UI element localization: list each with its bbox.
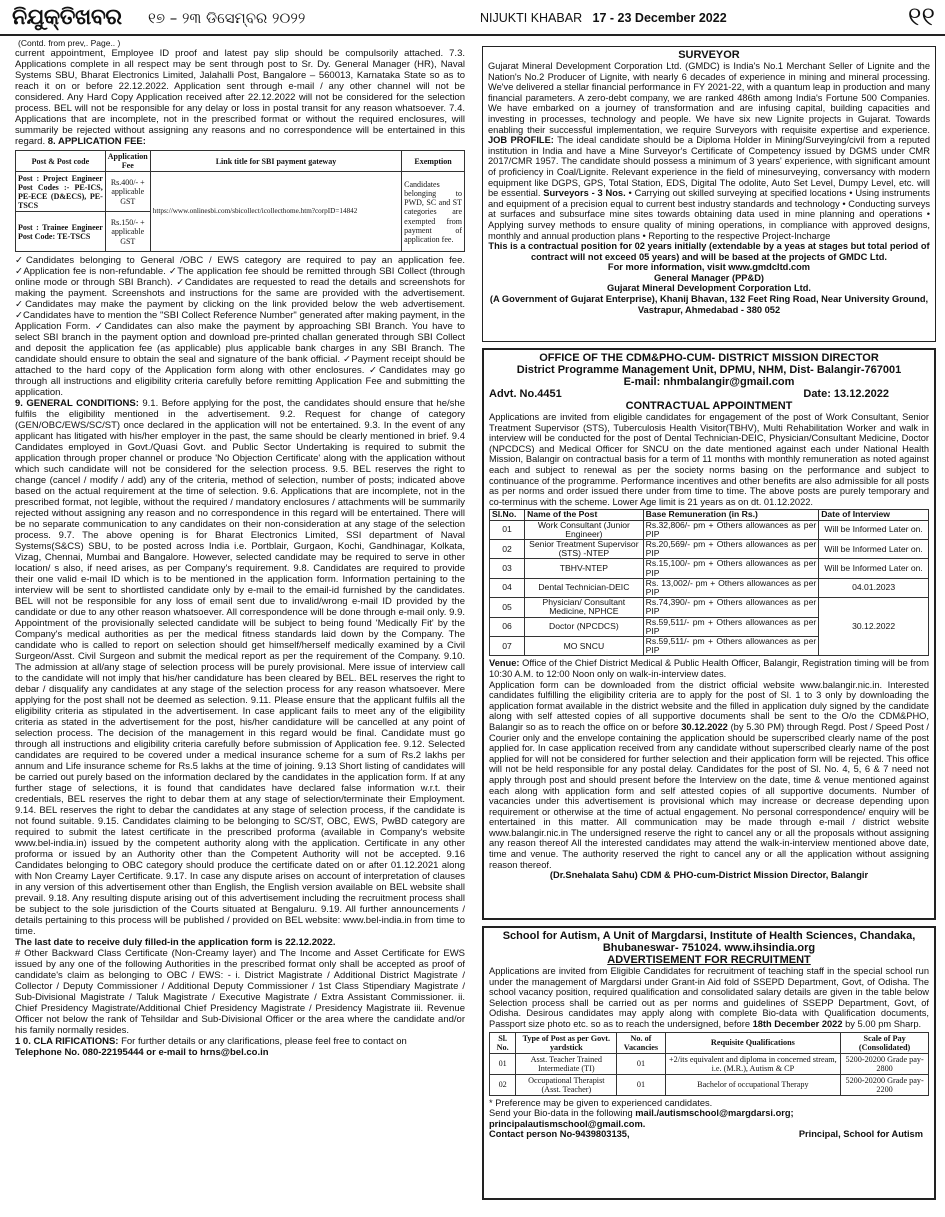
application-fee-table [15,150,465,252]
autism-school-advertisement [482,926,936,1200]
fee-header-exemption: Exemption [402,151,465,172]
fee-row1-post: Post : Project Engineer Post Codes :- PE-ICS, PE-ECE (D&ECS), PE-TSCS [16,172,106,212]
table-row: 01 Asst. Teacher Trained Intermediate (TI) 01 +2/its equivalent and diploma in concerned stream, i.e. (M.R.), Autism & CP 5200-20200 Grade pay-2800 [490,1053,929,1074]
autism-title: School for Autism, A Unit of Margdarsi, Institute of Health Sciences, Chandaka, Bhubaneswar- 751024. www.ihsindia.org [502,930,916,954]
surveyor-body: Gujarat Mineral Development Corporation Ltd. (GMDC) is India's No.1 Merchant Seller of Lignite and the Nation's No.2 Producer of Lignite, with nearly 6 decades of experience in mining and mineral processing. We've delivered a stellar financial performance in FY 2021-22, with a quantum leap in production and many financial parameters. A zero-debt company, we are ranked 486th among India's Fortune 500 Companies. We have embarked on a journey of transformation and are infusing capital, building capacities and investing in processes, technology and people. We have six new Lignite projects in Gujarat. Towards enabling their successful implementation, we require Surveyors with requisite expertise and experience. JOB PROFILE: The ideal candidate should be a Diploma Holder in Mining/Surveying/civil from a reputed institution in India and have a Mine Surveyor's Certificate of Competency issued by DGMS under CMR 2017/CMR 1957. The candidate should possess a minimum of 3 years' experience, with significant amount of proficiency in Coal/Lignite. Relevant experience in the field of minesurveying, conversancy with modern equipment like DGPS, GPS, Total Station, EDS, Digital The odolite, Auto Set Level, Dumpy Level, etc. will be essential. Surveyors - 3 Nos. • Carrying out skilled surveying at specified locations • Using instruments and equipment of a precision equal to current best industry standards and technology • Conducting surveys at surfaces and subsurface mine sites towards obtaining data used in mine planning and operations • Applying survey methods to ensure quality of mining operations, in compliance with approved designs, monthly and annual production plans • Reporting to the respective Project-Incharge [488,61,930,241]
autism-preference: * Preference may be given to experienced candidates. [489,1097,713,1108]
cdm-heading: CONTRACTUAL APPOINTMENT [625,400,793,412]
fee-row2-post: Post : Trainee Engineer Post Code: TE-TSCS [16,212,106,252]
surveyor-contract-note: This is a contractual position for 02 years initially (extendable by a yeas at stages but total period of contract will not exceed 05 years) and will be based at the projects of GMDC Ltd. [488,241,930,262]
cdm-header-sl: Sl.No. [490,510,525,520]
autism-posts-table [489,1032,929,1096]
autism-header-post: Type of Post as per Govt. yardstick [516,1032,617,1053]
table-row: 06 Doctor (NPCDCS) Rs.59,511/- pm + Others allowances as per PIP [490,617,929,636]
fee-header-post: Post & Post code [16,151,106,172]
cdm-venue: Venue: Office of the Chief District Medical & Public Health Officer, Balangir, Registration timing will be from 10:30 A.M. to 12:00 Noon only on walk-in-interview dates. [489,658,929,679]
last-date-notice: The last date to receive duly filled-in the application form is 22.12.2022. [15,937,336,949]
english-masthead: NIJUKTI KHABAR 17 - 23 December 2022 [480,11,727,25]
autism-email2: principalautismschool@gmail.com. [489,1118,646,1129]
bel-intro-text: current appointment, Employee ID proof and latest pay slip should be compulsorily attached. 7.3. Applications complete in all respect may be sent through post to Sr. Dy. General Manager (HR), Naval Systems SBU, Bharat Electronics Limited, Jalahalli Post, Bangalore – 560013, Karnataka State so as to reach it on or before 22.12.2022. Application sent through e-mail / any other channel will not be considered. Any Hard Copy Application received after 22.12.2022 will not be considered for the selection process. BEL will not be responsible for any delay or loss in postal transit for any reason whatsoever. 7.4. Applications that are incomplete, not in the prescribed format or without the required enclosures, will summarily be rejected without assigning any reasons and no correspondence will be entertained in this regard. 8. APPLICATION FEE: [15,48,465,147]
surveyor-address: (A Government of Gujarat Enterprise), Khanij Bhavan, 132 Feet Ring Road, Near University Ground, Vastrapur, Ahmedabad - 380 052 [489,294,929,315]
fee-exemption: Candidates belonging to PWD, SC and ST categories are exempted from payment of application fee. [402,172,465,252]
continued-note: (Contd. from prev,. Page.. ) [18,38,121,48]
fee-row2-fee: Rs.150/- + applicable GST [105,212,150,252]
bel-advertisement-column [15,48,465,1210]
bel-contact: Telephone No. 080-22195444 or e-mail to hrns@bel.co.in [15,1047,269,1059]
surveyor-company: Gujarat Mineral Development Corporation Ltd. [606,283,812,294]
cdm-header-pay: Base Remuneration (in Rs.) [643,510,819,520]
page-number: ୧୧ [907,2,935,32]
autism-header-pay: Scale of Pay (Consolidated) [841,1032,929,1053]
autism-send: Send your Bio-data in the following mail./autismschool@margdarsi.org; [489,1108,794,1119]
cdm-balangir-advertisement [482,348,936,920]
autism-heading: ADVERTISEMENT FOR RECRUITMENT [607,954,811,966]
cdm-advt-date: Date: 13.12.2022 [803,388,889,400]
table-row: 02 Senior Treatment Supervisor (STS) -NTEP Rs.20,569/- pm + Others allowances as per PIP Will be Informed Later on. [490,539,929,558]
surveyor-title: SURVEYOR [678,49,740,61]
obc-ews-note: # Other Backward Class Certificate (Non-Creamy layer) and The Income and Asset Certificate for EWS issued by any one of the following Authorities in the prescribed format only shall be accepted as proof of candidate's claim as belonging to OBC / EWS: - i. District Magistrate / Additional District Magistrate / Collector / Deputy Commissioner / Additional Deputy Commissioner / 1st Class Stipendiary Magistrate / Sub-Divisional Magistrate / Taluk Magistrate / Executive Magistrate / Extra Assistant Commissioner. ii. Chief Presidency Magistrate/Additional Chief Presidency Magistrate / Presidency Magistrate iii. Revenue Officer not below the rank of Tehsildar and Sub-Divisional Officer or the area where the candidate and/or his family normally resides. [15,948,465,1037]
fee-header-fee: Application Fee [105,151,150,172]
autism-signatory: Principal, School for Autism [798,1129,923,1140]
cdm-header-post: Name of the Post [525,510,644,520]
table-row: 07 MO SNCU Rs.59,511/- pm + Others allowances as per PIP [490,636,929,655]
table-row: 02 Occupational Therapist (Asst. Teacher) 01 Bachelor of occupational Therapy 5200-20200 Grade pay-2200 [490,1074,929,1095]
cdm-posts-table [489,509,929,656]
cdm-title1: OFFICE OF THE CDM&PHO-CUM- DISTRICT MISSION DIRECTOR [539,352,879,364]
table-row: 04 Dental Technician-DEIC Rs. 13,002/- pm + Others allowances as per PIP 04.01.2023 [490,578,929,597]
odia-title: ନିଯୁକ୍ତିଖବର [12,4,122,30]
fee-row1-fee: Rs.400/- + applicable GST [105,172,150,212]
right-column [482,46,936,1200]
odia-date: ୧୭ – ୨୩ ଡିସେମ୍ବର ୨୦୨୨ [148,9,306,27]
cdm-email: E-mail: nhmbalangir@gmail.com [623,376,795,388]
cdm-body: Application form can be downloaded from the district official website www.balangir.nic.in. Interested candidates fulfilling the eligibility criteria are to apply for the post of Sl. 1 to 3 only by downloading the application format available in the district website and the filled in application duly signed by the candidate along with self attested copies of all supportive documents shall be sent to the O/o the CDM&PHO, Balangir so as to reach the office on or before 30.12.2022 (by 5.30 PM) through Regd. Post / Speed Post / Courier only and the envelope containing the application should be superscribed clearly name of the post applied for. In case application received from any candidate without superscribed clearly name of the post applied for will not be considered for further selection and their application form will be rejected. This office will not be held responsible for any postal delay. Candidates for the post of Sl. No. 4, 5, 6 & 7 need not apply through post and should present before the Interview on the date, time & venue mentioned against each along with application form and self attested copies of all supportive documents. Number of vacancies under this advertisement is provisional which may increase or decrease depending upon requirement or otherwise at the time of actual engagement. No personal correspondence/ enquiry will be entertained in this matter. All communication may be made through e-mail / district website www.balangir.nic.in The undersigned reserve the right to cancel any or all the proposals without assigning any reason thereof All the interested candidates may attend the walk-in-interview mentioned above date, time and venue. The authority reserved the right to cancel any or all the application without assigning reason thereof. [489,679,929,870]
fee-notes: ✓Candidates belonging to General /OBC / EWS category are required to pay an application fee. ✓Application fee is non-refundable. ✓The application fee should be remitted through SBI Collect (through online mode or through SBI Branch). ✓Candidates are requested to read the details and screenshots for making the payment. Screenshots and instructions for the same are provided with the advertisement. ✓Candidates may make the payment by clicking on the link provided below the web advertisement. ✓Candidates have to mention the "SBI Collect Reference Number" generated after making payment, in the Application Form. ✓Candidates can also make the payment by approaching SBI Branch. You have to select SBI branch in the payment option and download pre-printed challan generated through SBI Collect and deposit the application fee (as applicable) plus applicable bank charges in any SBI Branch. The candidate should ensure to obtain the seal and signature of the bank official. ✓Payment receipt should be attached to the hard copy of the Application form along with other enclosures. ✓Candidates may go through all instructions and eligibility criteria carefully before remitting Application Fee and submitting the application. [15,255,465,399]
cdm-header-date: Date of Interview [819,510,929,520]
autism-header-qualifications: Requisite Qualifications [665,1032,841,1053]
autism-header-sl: Sl. No. [490,1032,516,1053]
surveyor-advertisement [482,46,936,342]
cdm-title2: District Programme Management Unit, DPMU, NHM, Dist- Balangir-767001 [516,364,902,376]
surveyor-signatory: General Manager (PP&D) [653,272,765,283]
autism-intro: Applications are invited from Eligible Candidates for recruitment of teaching staff in the special school run under the management of Margdarsi under Grant-in Aid fold of SSEPD Department, Govt, of Odisha. The school vacancy position, required qualification and consolidated salary details are given in the table below Selection process shall be carried out as per norms and guidelines of SSEPP Department, Govt, of Odisha. Desirous candidates may apply along with complete Bio-data with Qualification documents, Passport size photo etc. so as to reach the undersigned, before 18th December 2022 by 5.00 pm Sharp. [489,966,929,1029]
masthead [0,0,945,36]
autism-header-vacancies: No. of Vacancies [617,1032,665,1053]
surveyor-more-info: For more information, visit www.gmdcltd.com [607,262,811,273]
sbi-payment-link[interactable]: https://www.onlinesbi.com/sbicollect/icollecthome.htm?corpID=14842 [150,172,401,252]
table-row: 01 Work Consultant (Junior Engineer) Rs.32,806/- pm + Others allowances as per PIP Will be Informed Later on. [490,520,929,539]
autism-contact: Contact person No-9439803135, [489,1129,630,1140]
cdm-signature: (Dr.Snehalata Sahu) CDM & PHO-cum-District Mission Director, Balangir [549,870,869,881]
cdm-advt-no: Advt. No.4451 [489,388,562,400]
table-row: 03 TBHV-NTEP Rs.15,100/- pm + Others allowances as per PIP Will be Informed Later on. [490,559,929,578]
cdm-intro: Applications are invited from eligible candidates for engagement of the post of Work Consultant, Senior Treatment Supervisor (STS), Tuberculosis Health Visitor(TBHV), Multi Rehabilitation Worker and walk in interview will be conducted for the post of Dental Technician-DEIC, Physician/Consultant Medicine, Doctor (NPCDCS) and Medical Officer for SNCU on the date mentioned against each under National Health Mission, Balangir on contractual basis for a term of 11 months with monthly remuneration as noted against each and subject to renewal as per the society norms basing on the performance and subject to continuance of the programme. Performance incentives and other benefits are also admissible for all posts as per norms and order issued there under from time to time. The above posts are purely temporary and co-terminus with the scheme. Lower Age limit is 21 years as on dt. 01.12.2022. [489,412,929,507]
fee-header-link: Link title for SBI payment gateway [150,151,401,172]
table-row: 05 Physician/ Consultant Medicine, NPHCE Rs.74,390/- pm + Others allowances as per PIP 30.12.2022 [490,598,929,617]
clarifications: 1 0. CLA RIFICATIONS: For further details or any clarifications, please feel free to contact on [15,1036,407,1048]
general-conditions: 9. GENERAL CONDITIONS: 9.1. Before applying for the post, the candidates should ensure that he/she fulfils the eligibility mentioned in the advertisement. 9.2. Request for change of category (GEN/OBC/EWS/SC/ST) once declared in the application will not be entertained. 9.3. In the event of any applicant has litigated with his/her employer in the past, the same should be clearly mentioned in brief. 9.4 Candidates employed in Govt./Quasi Govt. and Public Sector Undertaking is required to submit the application through proper channel or produce 'No Objection Certificate' along with the application without which such candidate will not be considered for the selection process. 9.5. BEL reserves the right to change (cancel / modify / add) any of the criteria, method of selection, number of posts; indicated above based on the actual requirement at the time of selection. 9.6. Applications that are incomplete, not in the prescribed format, not legible, without the required / mandatory enclosures / attachments will be summarily rejected without assigning any reason and no correspondence in this regard will be entertained. There will be no separate communication to any candidates on their non-consideration at any stage of the selection process. 9.7. The above opening is for Bharat Electronics Limited, SSI department of Naval Systems(S&CS) SBU, to be posted across India i.e. Portblair, Gurgaon, Kochi, Gandhinagar, Kolkata, Vizag, Chennai, Mumbai and Bangalore. However, selected candidate may be required to serve in other location/ s also, if need arises, as per Company's requirement. 9.8. Candidates are required to provide their one valid e-mail ID which is to be mentioned in the application form. Information pertaining to the interview will be sent to shortlisted candidate only by e-mail to the email-id furnished by the candidates. BEL will not be responsible for any loss of email sent due to invalid/wrong e-mail ID provided by the candidate or due to any other reason whatsoever. All correspondence will be done through e-mail only. 9.9. Appointment of the provisionally selected candidate will be subject to being found 'Medically Fit' by the Company's medical authorities as per the medical fitness standards laid down by the Company. The candidate who is called to report on selection should get himself/herself medically examined by a Civil Surgeon/Asst. Civil Surgeon and submit the medical report as per the requirement of the Company. 9.10. The admission at all/any stage of selection process will be purely provisional. Mere issue of interview call to the candidate will not imply that his/her candidature has been cleared by BEL. BEL reserves the right to debar / disqualify any candidates at any stage of the selection process for any reason whatsoever. Mere applying for the post shall not be deemed as selection. 9.11. Please ensure that the applicant fulfils all the eligibility criteria as stipulated in the advertisement. In case applicant fails to meet any of the eligibility criteria as stated in the advertisement for the post, his/her candidature will be cancelled at any point of selection process. The decision of the management in this regard would be final. Candidate must go through all instructions and eligibility criteria carefully before submission of Application fee. 9.12. Selected candidates are required to be covered under a medical insurance scheme for a sum of Rs.2 lakhs per annum and Life insurance scheme for Rs.5 lakhs at the time of joining. 9.13 Short listing of candidates will be carried out purely based on the information declared by the candidates in the application form. If at any further stage of selections, it is found that candidates have declared false information w.r.t. their credentials, BEL reserves the right to debar them at any stage of selection/terminate their Employment. 9.14. BEL reserves the right to debar the candidates at any stage of selection process, if the candidate is not found suitable. 9.15. Candidates claiming to be belonging to SC/ST, OBC, EWS, PwBD category are required to submit the latest certificate in the prescribed proforma (available in Company's website www.bel-india.in) issued by the competent authority along with the application. Certificate in any other proforma or issued by an Authority other than the Competent Authority will not be accepted. 9.16 Candidates belonging to OBC category should produce the certificate dated on or after 01.12.2021 along with Non Creamy Layer Certificate. 9.17. In case any dispute arises on account of interpretation of clauses in any version of this advertisement other than English, the English version available on BEL website shall prevail. 9.18. Any resulting dispute arising out of this advertisement including the recruitment process shall be subject to the sole jurisdiction of the Courts situated at Bengaluru. 9.19. All further announcements / details pertaining to this process will be published / provided on BEL website: www.bel-india.in from time to time. [15,398,465,938]
